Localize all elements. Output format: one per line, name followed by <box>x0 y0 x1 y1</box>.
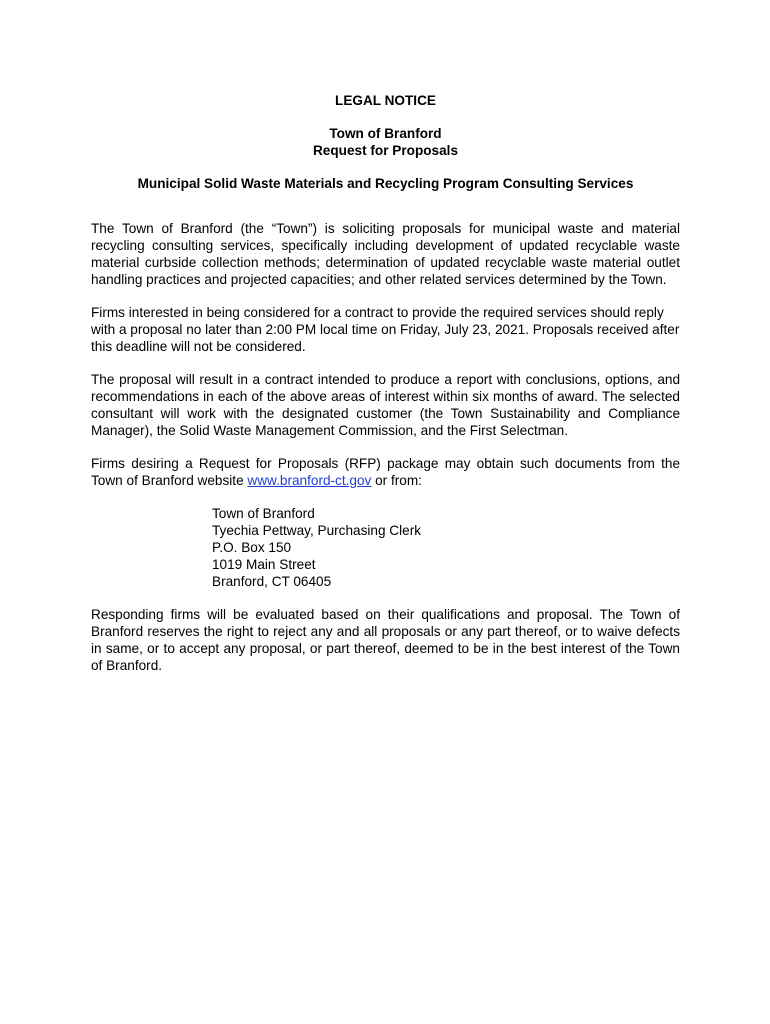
town-title: Town of Branford <box>329 126 442 141</box>
address-line-street: 1019 Main Street <box>212 557 316 572</box>
legal-notice-document <box>91 92 680 674</box>
rfp-package-text: Firms desiring a Request for Proposals (RFP) package may obtain such documents from the Town of Branford website <box>91 456 680 488</box>
deadline-paragraph: Firms interested in being considered for a contract to provide the required services should reply with a proposal no later than 2:00 PM local time on Friday, July 23, 2021. Proposals received after this deadline will not be considered. <box>91 305 680 354</box>
notice-heading: LEGAL NOTICE <box>335 93 436 108</box>
address-line-contact: Tyechia Pettway, Purchasing Clerk <box>212 523 422 538</box>
contract-paragraph: The proposal will result in a contract intended to produce a report with conclusions, options, and recommendations in each of the above areas of interest within six months of award. The selected consultant will work with the designated customer (the Town Sustainability and Compliance Manager), the Solid Waste Management Commission, and the First Selectman. <box>91 372 680 438</box>
subject-title: Municipal Solid Waste Materials and Recycling Program Consulting Services <box>137 176 634 191</box>
address-line-town: Town of Branford <box>212 506 315 521</box>
evaluation-paragraph: Responding firms will be evaluated based on their qualifications and proposal. The Town of Branford reserves the right to reject any and all proposals or any part thereof, or to waive defects in same, or to accept any proposal, or part thereof, deemed to be in the best interest of the Town of Branford. <box>91 607 680 673</box>
rfp-package-text-end: or from: <box>371 473 422 488</box>
rfp-package-paragraph <box>91 455 680 489</box>
mailing-address <box>91 505 680 590</box>
rfp-title: Request for Proposals <box>312 143 459 158</box>
intro-paragraph: The Town of Branford (the “Town”) is soliciting proposals for municipal waste and material recycling consulting services, specifically including development of updated recyclable waste material curbside collection methods; determination of updated recyclable waste material outlet handling practices and projected capacities; and other related services determined by the Town. <box>91 221 680 287</box>
website-link[interactable]: www.branford-ct.gov <box>247 473 372 488</box>
address-line-city: Branford, CT 06405 <box>212 574 332 589</box>
address-line-po-box: P.O. Box 150 <box>212 540 292 555</box>
